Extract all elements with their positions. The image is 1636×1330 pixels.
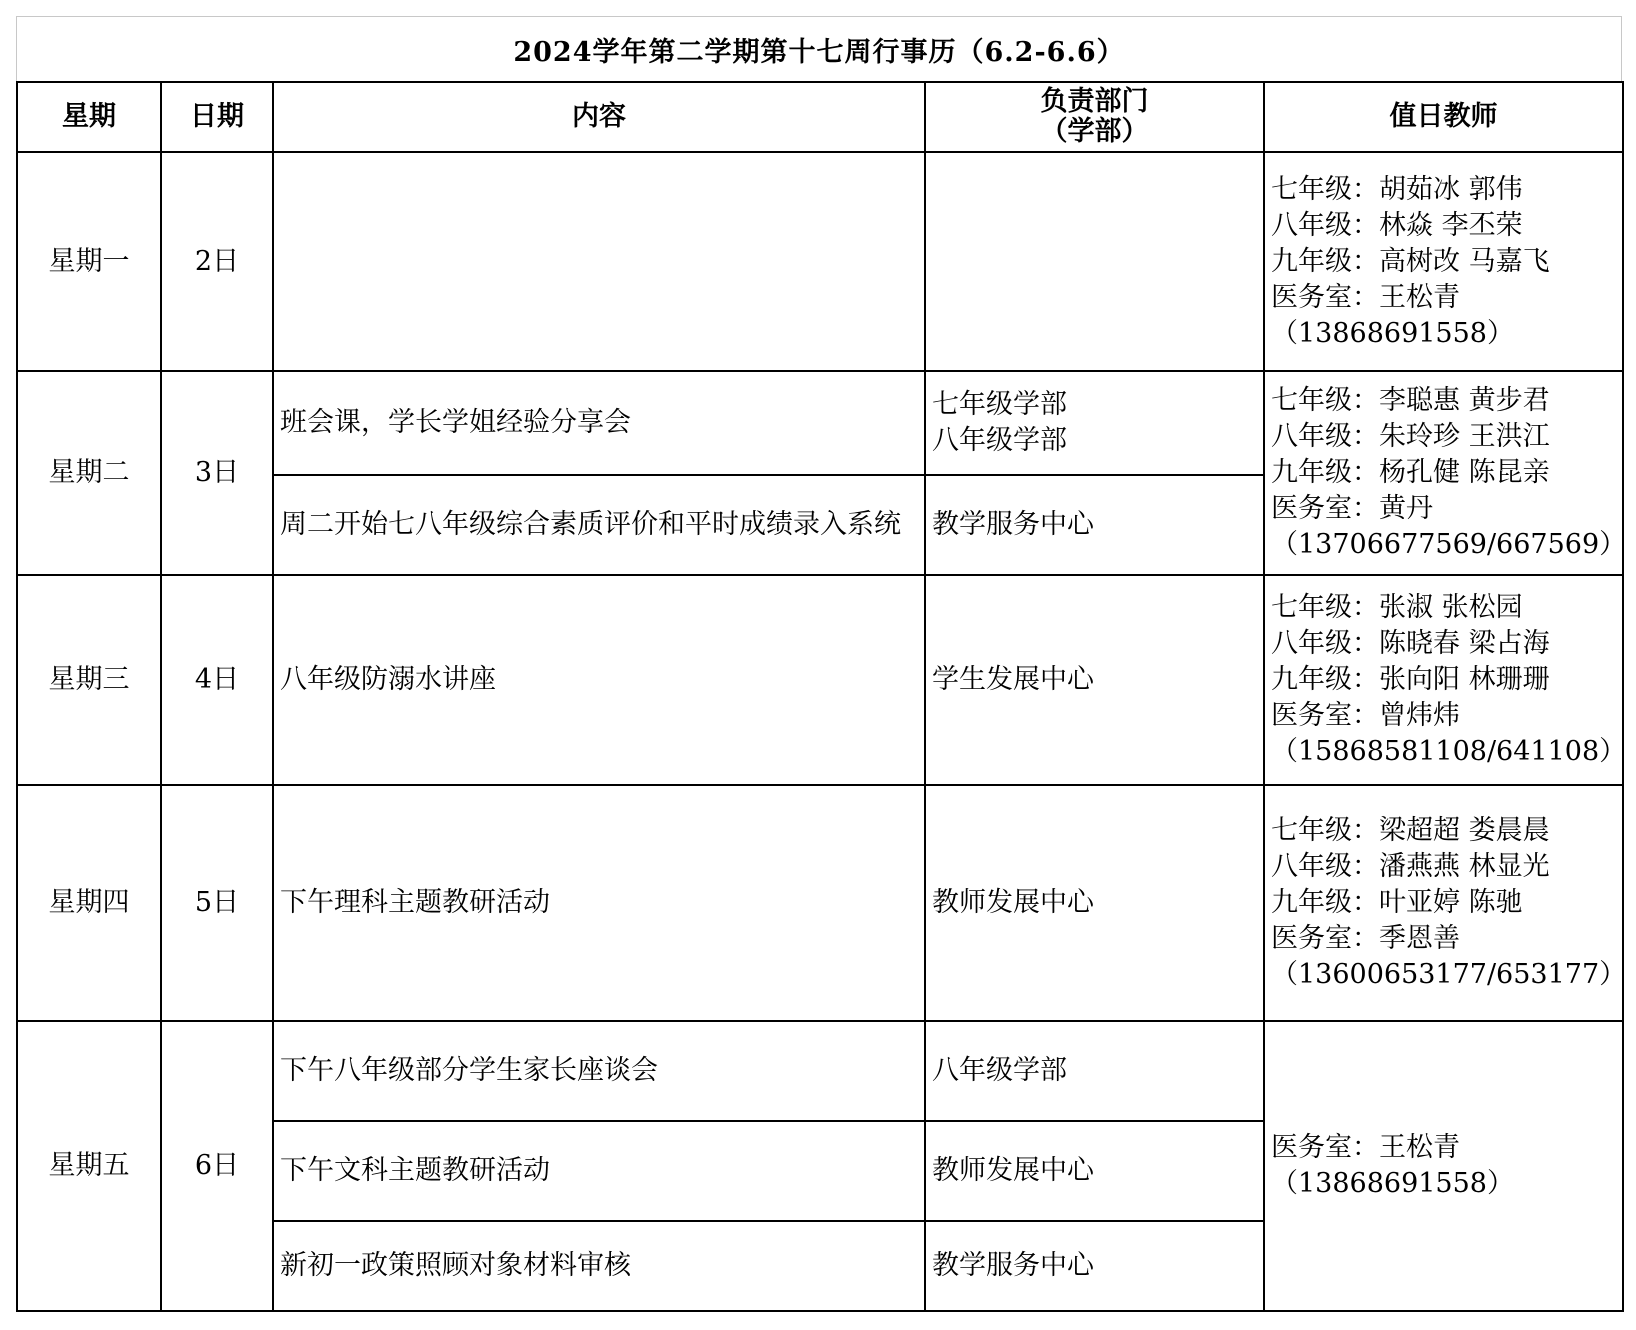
content-cell: 班会课，学长学姐经验分享会	[273, 371, 925, 475]
teacher-line: 医务室：王松青	[1271, 1132, 1460, 1163]
date-cell: 2日	[161, 152, 273, 371]
teacher-line: （13868691558）	[1271, 1168, 1514, 1199]
teacher-line: 八年级：潘燕燕 林显光	[1271, 851, 1550, 882]
header-date: 日期	[161, 82, 273, 152]
table-row	[17, 152, 1623, 371]
teacher-line: 九年级：叶亚婷 陈驰	[1271, 887, 1523, 918]
dept-line: 八年级学部	[932, 1055, 1067, 1086]
teachers-cell	[1264, 575, 1627, 785]
dept-line: 教学服务中心	[932, 1250, 1094, 1281]
teacher-line: 医务室：王松青	[1271, 281, 1460, 313]
schedule-table	[16, 81, 1627, 1312]
content-cell: 下午文科主题教研活动	[273, 1121, 925, 1221]
weekday-cell: 星期五	[17, 1021, 161, 1311]
date-cell: 4日	[161, 575, 273, 785]
teacher-line: （13706677569/667569）	[1271, 529, 1627, 560]
dept-cell	[925, 152, 1264, 371]
content-cell: 下午理科主题教研活动	[273, 785, 925, 1021]
teacher-line: （13600653177/653177）	[1271, 959, 1627, 990]
dept-cell	[925, 575, 1264, 785]
weekday-cell: 星期三	[17, 575, 161, 785]
dept-cell	[925, 475, 1264, 575]
teacher-line: 七年级：胡茹冰 郭伟	[1271, 173, 1523, 205]
dept-cell	[925, 371, 1264, 475]
dept-line: 学生发展中心	[932, 664, 1094, 695]
weekday-cell: 星期一	[17, 152, 161, 371]
teacher-line: （13868691558）	[1271, 317, 1514, 349]
date-cell: 5日	[161, 785, 273, 1021]
teacher-line: 七年级：梁超超 娄晨晨	[1271, 815, 1550, 846]
teacher-line: 七年级：张淑 张松园	[1271, 592, 1523, 623]
date-cell: 6日	[161, 1021, 273, 1311]
teacher-line: 七年级：李聪惠 黄步君	[1271, 385, 1550, 416]
teacher-line: 九年级：杨孔健 陈昆亲	[1271, 457, 1550, 488]
teachers-cell	[1264, 371, 1627, 575]
dept-line: 教学服务中心	[932, 509, 1094, 540]
table-row	[17, 371, 1623, 475]
dept-line: 八年级学部	[932, 425, 1067, 456]
dept-cell	[925, 1121, 1264, 1221]
teacher-line: 医务室：黄丹	[1271, 493, 1433, 524]
dept-line: 教师发展中心	[932, 887, 1094, 918]
content-cell: 周二开始七八年级综合素质评价和平时成绩录入系统	[273, 475, 925, 575]
teachers-cell	[1264, 785, 1627, 1021]
weekday-cell: 星期二	[17, 371, 161, 575]
calendar-sheet	[16, 16, 1627, 1312]
table-row	[17, 1021, 1623, 1121]
teacher-line: 九年级：张向阳 林珊珊	[1271, 664, 1550, 695]
teachers-cell	[1264, 1021, 1623, 1311]
content-cell: 下午八年级部分学生家长座谈会	[273, 1021, 925, 1121]
teacher-line: 医务室：曾炜炜	[1271, 700, 1460, 731]
weekday-cell: 星期四	[17, 785, 161, 1021]
teacher-line: 医务室：季恩善	[1271, 923, 1460, 954]
teacher-line: （15868581108/641108）	[1271, 736, 1627, 767]
content-cell	[273, 152, 925, 371]
teacher-line: 八年级：林焱 李丕荣	[1271, 209, 1523, 241]
header-teachers: 值日教师	[1264, 82, 1623, 152]
teacher-line: 八年级：朱玲珍 王洪江	[1271, 421, 1550, 452]
dept-line: 七年级学部	[932, 389, 1067, 420]
table-row	[17, 575, 1623, 785]
table-row	[17, 785, 1623, 1021]
dept-cell	[925, 785, 1264, 1021]
content-cell: 新初一政策照顾对象材料审核	[273, 1221, 925, 1311]
dept-line: 教师发展中心	[932, 1155, 1094, 1186]
content-cell: 八年级防溺水讲座	[273, 575, 925, 785]
teacher-line: 九年级：高树改 马嘉飞	[1271, 245, 1550, 277]
header-dept-line2: （学部）	[1040, 116, 1149, 147]
header-row	[17, 82, 1623, 152]
header-content: 内容	[273, 82, 925, 152]
header-dept	[925, 82, 1264, 152]
teacher-line: 八年级：陈晓春 梁占海	[1271, 628, 1550, 659]
header-weekday: 星期	[17, 82, 161, 152]
teachers-cell	[1264, 152, 1623, 371]
dept-cell	[925, 1221, 1264, 1311]
date-cell: 3日	[161, 371, 273, 575]
page-title: 2024学年第二学期第十七周行事历（6.2-6.6）	[16, 16, 1622, 81]
header-dept-line1: 负责部门	[1040, 86, 1149, 117]
dept-cell	[925, 1021, 1264, 1121]
